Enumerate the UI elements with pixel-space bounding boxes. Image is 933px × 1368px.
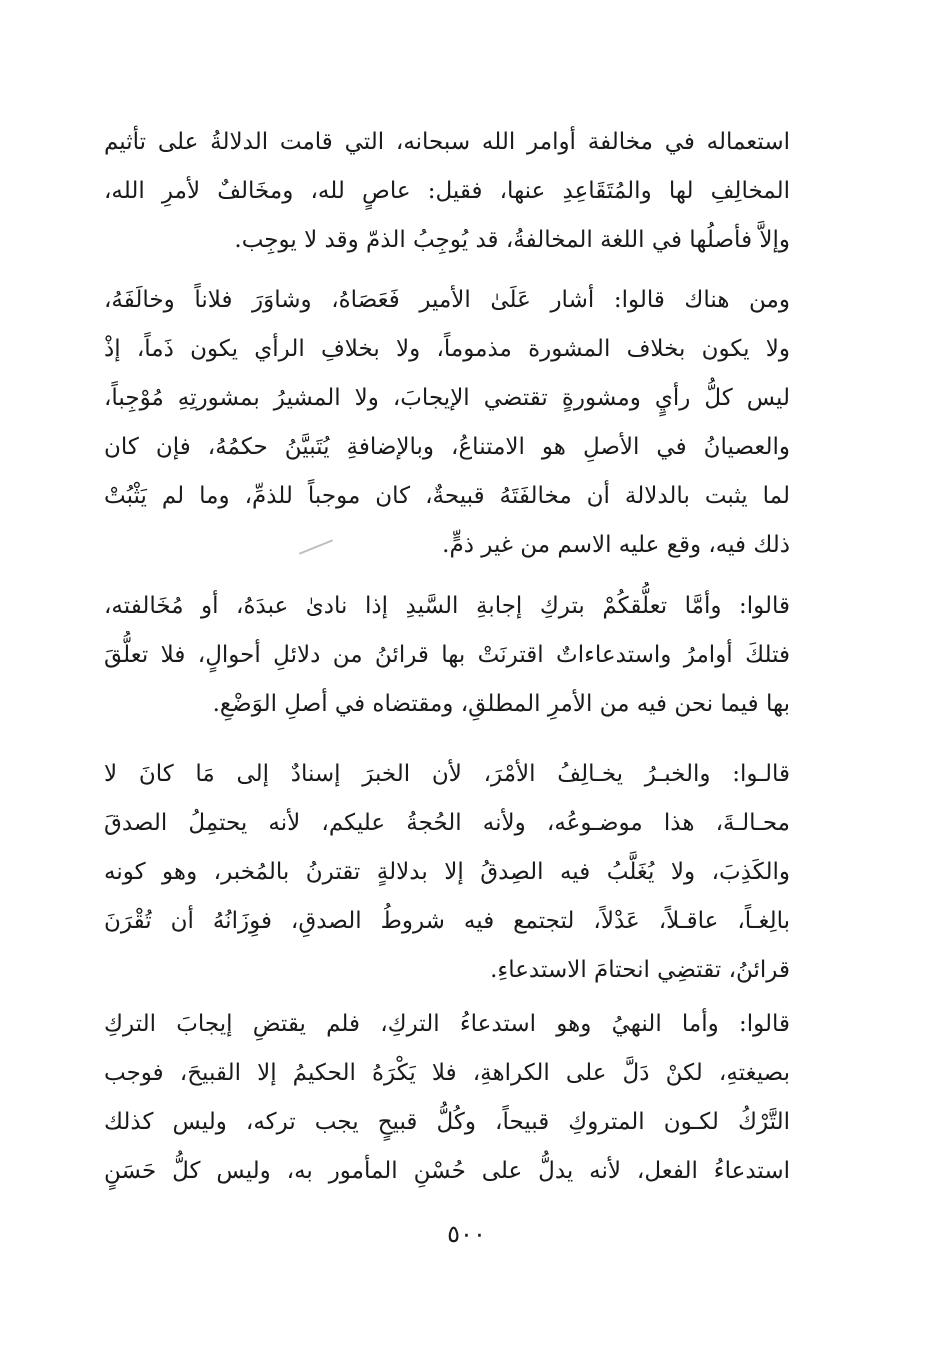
body-text — [104, 582, 790, 729]
paragraph-2 — [104, 276, 790, 570]
text-line: ولا يكون بخلاف المشورة مذموماً، ولا بخلافِ الرأي يكون ذَماً، إذْ — [104, 336, 790, 362]
text-line: وإلاَّ فأصلُها في اللغة المخالفةُ، قد يُوجِبُ الذمّ وقد لا يوجِب. — [234, 227, 790, 253]
text-line: استدعاءُ الفعل، لأنه يدلُّ على حُسْنِ المأمور به، وليس كلُّ حَسَنٍ — [104, 1158, 790, 1184]
text-line: بالِغـاً، عاقـلاً، عَدْلاً، لتجتمع فيه شروطُ الصدقِ، فوِزَانُهُ أن تُقْرَنَ — [104, 908, 790, 934]
text-line: قرائنُ، تقتضِي انحتامَ الاستدعاءِ. — [490, 957, 790, 983]
text-line: والكَذِبَ، ولا يُغَلَّبُ فيه الصِدقُ إلا بدلالةٍ تقترنُ بالمُخبر، وهو كونه — [104, 859, 790, 885]
text-line: بصيغتهِ، لكنْ دَلَّ على الكراهةِ، فلا يَكْرَهُ الحكيمُ إلا القبيحَ، فوجب — [104, 1060, 790, 1086]
paragraph-1 — [104, 118, 790, 265]
text-line: بها فيما نحن فيه من الأمرِ المطلقِ، ومقتضاه في أصلِ الوَضْعِ. — [212, 691, 790, 717]
text-line: استعماله في مخالفة أوامر الله سبحانه، التي قامت الدلالةُ على تأثيم — [104, 129, 790, 155]
paragraph-5 — [104, 1000, 790, 1196]
text-line: قالوا: وأما النهيُ وهو استدعاءُ التركِ، فلم يقتضِ إيجابَ التركِ — [104, 1011, 790, 1037]
body-text — [104, 118, 790, 265]
text-line: فتلكَ أوامرُ واستدعاءاتٌ اقترنَتْ بها قرائنُ من دلائلِ أحوالٍ، فلا تعلُّقَ — [104, 642, 790, 668]
text-line: التَّرْكُ لكـون المتروكِ قبيحاً، وكُلُّ قبيحٍ يجب تركه، وليس كذلك — [104, 1109, 790, 1135]
text-line: ذلك فيه، وقع عليه الاسم من غير ذمٍّ. — [442, 532, 790, 558]
text-line: ليس كلُّ رأيٍ ومشورةٍ تقتضي الإيجابَ، ولا المشيرُ بمشورتِهِ مُوْجِباً، — [104, 385, 790, 411]
body-text — [104, 1000, 790, 1196]
text-line: والعصيانُ في الأصلِ هو الامتناعُ، وبالإضافةِ يُتَبيَّنُ حكمُهُ، فإن كان — [104, 434, 790, 460]
text-line: محـالـةَ، هذا موضـوعُه، ولأنه الحُجةُ عليكم، لأنه يحتمِلُ الصدقَ — [104, 810, 790, 836]
page-number: ٥٠٠ — [447, 1220, 486, 1248]
text-line: لما يثبت بالدلالة أن مخالفَتَهُ قبيحةٌ، كان موجباً للذمِّ، وما لم يَثْبُتْ — [104, 483, 790, 509]
paragraph-4 — [104, 750, 790, 995]
text-line: قالـوا: والخبـرُ يخـالِفُ الأمْرَ، لأن الخبرَ إسنادٌ إلى مَا كانَ لا — [104, 761, 790, 787]
paragraph-3 — [104, 582, 790, 729]
body-text — [104, 750, 790, 995]
text-line: قالوا: وأمَّا تعلُّقكُمْ بتركِ إجابةِ السَّيدِ إذا نادىٰ عبدَهُ، أو مُخَالفته، — [104, 593, 790, 619]
body-text — [104, 276, 790, 570]
text-line: المخالِفِ لها والمُتَقَاعِدِ عنها، فقيل: عاصٍ لله، ومخَالفٌ لأمرِ الله، — [104, 178, 790, 204]
text-line: ومن هناك قالوا: أشار عَلَىٰ الأمير فَعَصَاهُ، وشاوَرَ فلاناً وخالَفَهُ، — [104, 287, 790, 313]
